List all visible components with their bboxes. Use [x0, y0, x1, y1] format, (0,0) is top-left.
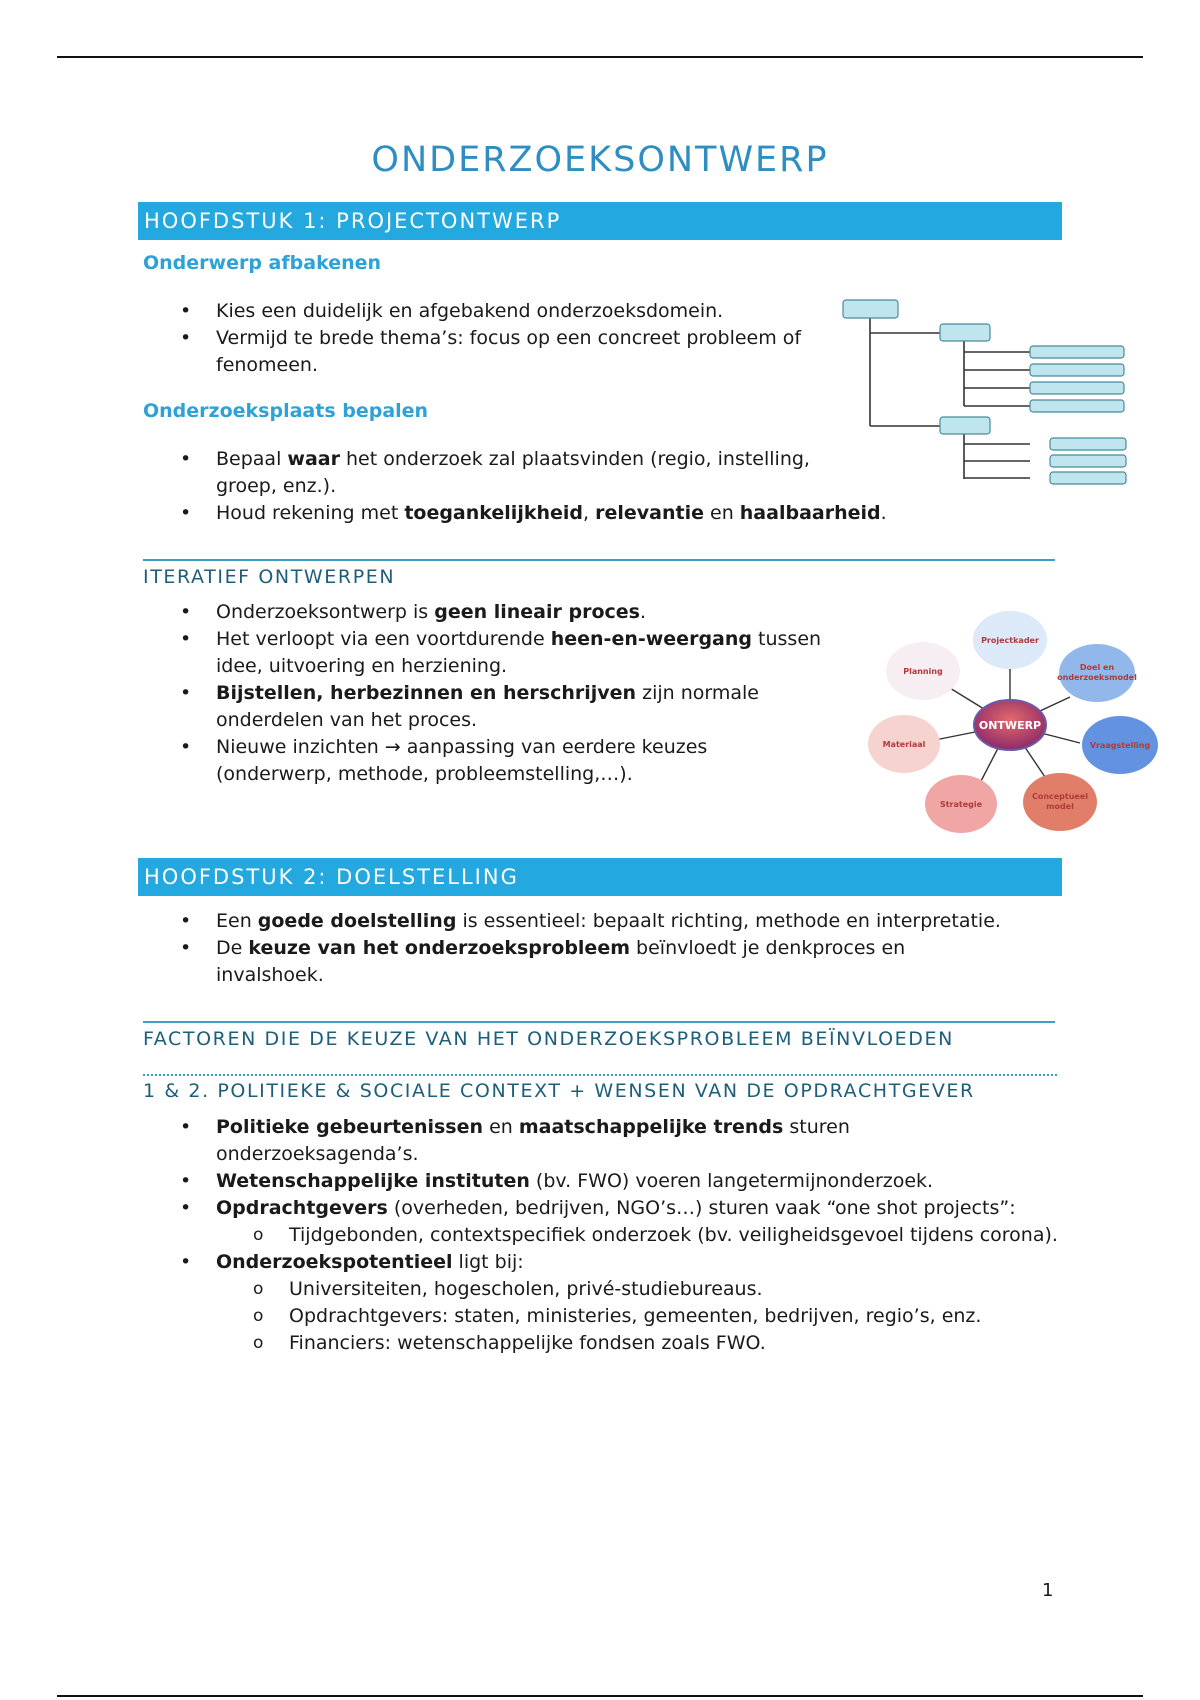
section-heading-factoren: FACTOREN DIE DE KEUZE VAN HET ONDERZOEKSPROBLEEM BEÏNVLOEDEN	[143, 1028, 954, 1050]
tree-node	[940, 324, 990, 341]
list-item: • Houd rekening met toegankelijkheid, relevantie en haalbaarheid.	[143, 500, 1103, 527]
list-item: • De keuze van het onderzoeksprobleem beïnvloedt je denkproces en invalshoek.	[143, 935, 1016, 989]
node-label: Projectkader	[981, 636, 1039, 645]
section-divider	[143, 1021, 1055, 1023]
node-label: Planning	[903, 667, 943, 676]
chapter-1-heading-text: HOOFDSTUK 1: PROJECTONTWERP	[144, 209, 562, 233]
tree-node	[1030, 400, 1124, 412]
tree-node	[1030, 346, 1124, 358]
sub-list	[143, 1222, 1058, 1249]
bottom-rule	[57, 1695, 1143, 1697]
section-heading-onderwerp: Onderwerp afbakenen	[143, 252, 382, 274]
node-center-label: ONTWERP	[978, 719, 1042, 732]
node-label: Strategie	[939, 800, 983, 809]
list-item: • Het verloopt via een voortdurende heen-en-weergang tussen idee, uitvoering en herziening.	[143, 626, 823, 680]
sub-list-item: o Universiteiten, hogescholen, privé-studiebureaus.	[143, 1276, 1053, 1303]
list-item: • Politieke gebeurtenissen en maatschappelijke trends sturen onderzoeksagenda’s.	[143, 1114, 936, 1168]
list-item: • Bijstellen, herbezinnen en herschrijven zijn normale onderdelen van het proces.	[143, 680, 823, 734]
chapter-1-heading	[138, 202, 1062, 240]
sub-list-item: o Tijdgebonden, contextspecifiek onderzoek (bv. veiligheidsgevoel tijdens corona).	[143, 1222, 1089, 1249]
tree-node	[1030, 382, 1124, 394]
list-item: • Bepaal waar het onderzoek zal plaatsvinden (regio, instelling, groep, enz.).	[143, 446, 826, 500]
tree-node	[1030, 364, 1124, 376]
chapter-2-heading-text: HOOFDSTUK 2: DOELSTELLING	[144, 865, 519, 889]
tree-node	[1050, 472, 1126, 484]
sub-list	[143, 1276, 1053, 1357]
node-label: Materiaal	[882, 740, 926, 749]
chapter-2-heading	[138, 858, 1062, 896]
document-title: ONDERZOEKSONTWERP	[371, 140, 829, 180]
page-number: 1	[1042, 1580, 1054, 1601]
tree-diagram	[840, 296, 1130, 492]
onderwerp-list	[143, 298, 833, 379]
top-rule	[57, 56, 1143, 58]
node-label: Conceptueel	[1031, 792, 1089, 801]
list-item: • Wetenschappelijke instituten (bv. FWO) voeren langetermijnonderzoek.	[143, 1168, 1053, 1195]
dotted-divider	[143, 1074, 1057, 1076]
list-item: • Nieuwe inzichten → aanpassing van eerdere keuzes (onderwerp, methode, probleemstelling,…).	[143, 734, 823, 788]
section-heading-iteratief: ITERATIEF ONTWERPEN	[143, 566, 396, 588]
node-label: onderzoeksmodel	[1057, 673, 1137, 682]
tree-node	[1050, 455, 1126, 467]
node-label: model	[1046, 802, 1074, 811]
node-label: Vraagstelling	[1089, 741, 1151, 750]
section-divider	[143, 559, 1055, 561]
section-heading-plaats: Onderzoeksplaats bepalen	[143, 400, 429, 422]
list-item: • Opdrachtgevers (overheden, bedrijven, NGO’s…) sturen vaak “one shot projects”: o Tijdgebonden, contextspecifiek onderzoek (bv. veiligheidsgevoel tijdens corona).	[143, 1195, 1016, 1249]
tree-node	[1050, 438, 1126, 450]
node-label: Doel en	[1079, 663, 1115, 672]
context-list	[143, 1114, 1058, 1357]
tree-node	[940, 417, 990, 434]
sub-list-item: o Opdrachtgevers: staten, ministeries, gemeenten, bedrijven, regio’s, enz.	[143, 1303, 1053, 1330]
ontwerp-radial-diagram	[860, 605, 1160, 840]
list-item: • Kies een duidelijk en afgebakend onderzoeksdomein.	[143, 298, 833, 325]
iteratief-list	[143, 599, 823, 788]
list-item: • Vermijd te brede thema’s: focus op een concreet probleem of fenomeen.	[143, 325, 833, 379]
list-item: • Onderzoekspotentieel ligt bij: o Universiteiten, hogescholen, privé-studiebureaus. o Opdrachtgevers: staten, ministeries, gemeenten, bedrijven, regio’s, enz. o Financiers: wetenschappelijke fondsen zoals FWO.	[143, 1249, 1053, 1357]
doelstelling-list	[143, 908, 1073, 989]
tree-node	[843, 300, 898, 318]
list-item: • Onderzoeksontwerp is geen lineair proces.	[143, 599, 823, 626]
list-item: • Een goede doelstelling is essentieel: bepaalt richting, methode en interpretatie.	[143, 908, 1073, 935]
sub-list-item: o Financiers: wetenschappelijke fondsen zoals FWO.	[143, 1330, 1053, 1357]
section-heading-context: 1 & 2. POLITIEKE & SOCIALE CONTEXT + WENSEN VAN DE OPDRACHTGEVER	[143, 1080, 975, 1102]
